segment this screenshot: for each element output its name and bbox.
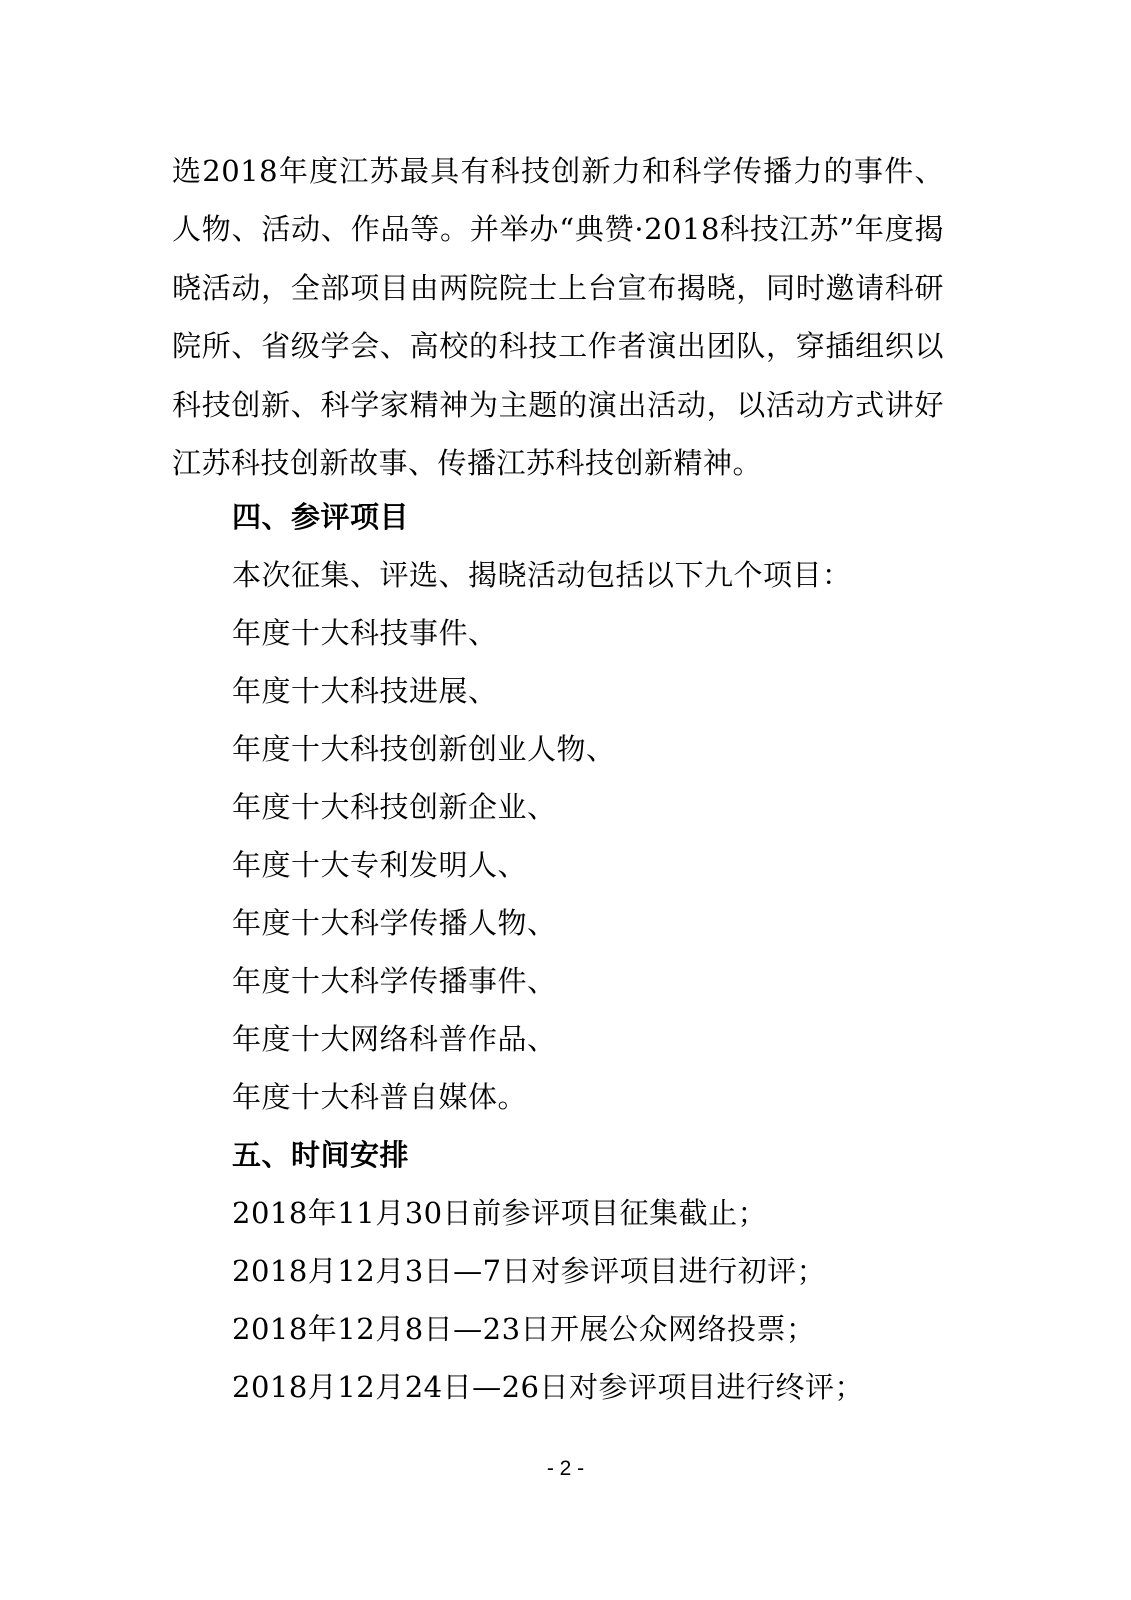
schedule-item: 2018月12月3日—7日对参评项目进行初评；	[232, 1254, 827, 1288]
project-item: 年度十大专利发明人、	[232, 848, 528, 882]
project-item: 年度十大科技创新创业人物、	[232, 732, 616, 766]
project-item: 年度十大科学传播事件、	[232, 964, 557, 998]
section-4-intro: 本次征集、评选、揭晓活动包括以下九个项目：	[232, 558, 852, 592]
schedule-item: 2018年11月30日前参评项目征集截止；	[232, 1196, 768, 1230]
project-item: 年度十大科学传播人物、	[232, 906, 557, 940]
section-5-heading: 五、时间安排	[232, 1138, 410, 1172]
page-number: - 2 -	[546, 1457, 585, 1480]
section-4-heading: 四、参评项目	[232, 500, 410, 534]
intro-paragraph: 选2018年度江苏最具有科技创新力和科学传播力的事件、人物、活动、作品等。并举办“典赞·2018科技江苏”年度揭晓活动，全部项目由两院院士上台宣布揭晓，同时邀请科研院所、省级学会、高校的科技工作者演出团队，穿插组织以科技创新、科学家精神为主题的演出活动，以活动方式讲好江苏科技创新故事、传播江苏科技创新精神。	[172, 154, 944, 481]
project-item: 年度十大科技事件、	[232, 616, 498, 650]
project-item: 年度十大科技进展、	[232, 674, 498, 708]
project-item: 年度十大科普自媒体。	[232, 1080, 528, 1114]
project-item: 年度十大科技创新企业、	[232, 790, 557, 824]
project-item: 年度十大网络科普作品、	[232, 1022, 557, 1056]
schedule-item: 2018月12月24日—26日对参评项目进行终评；	[232, 1370, 865, 1404]
schedule-item: 2018年12月8日—23日开展公众网络投票；	[232, 1312, 816, 1346]
